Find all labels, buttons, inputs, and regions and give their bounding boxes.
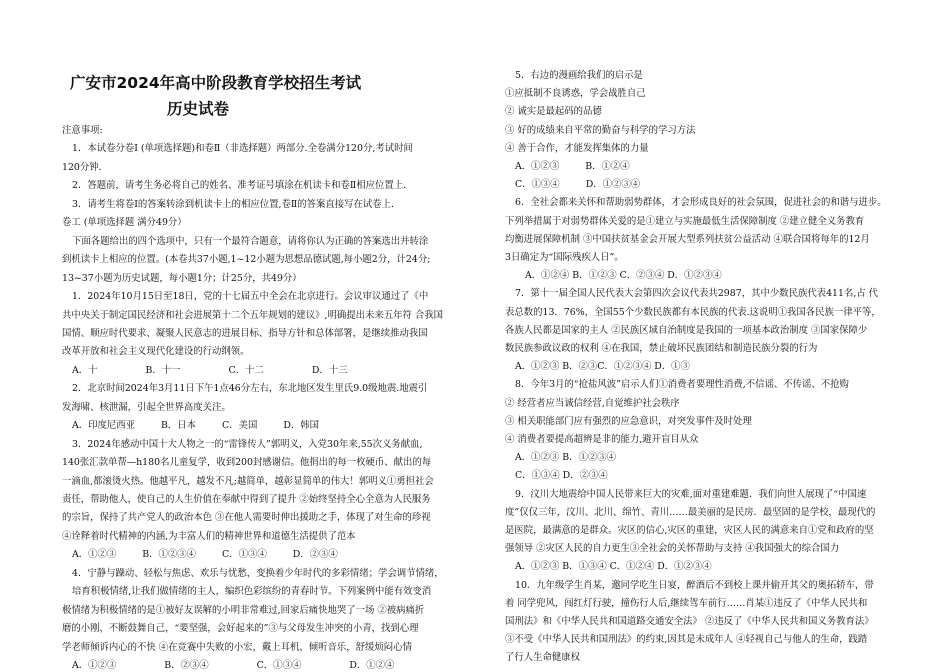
text-line: 培育积极情绪,让我们做情绪的主人，编织色彩缤纷的青春时节。下列案例中能有效变消	[72, 586, 432, 598]
answer-option: D．②③④	[292, 549, 338, 561]
answer-option: B．①②③④	[142, 549, 197, 561]
text-line: 的宗旨，保持了共产党人的政治本色 ③在他人需要时伸出援助之手，体现了对生命的珍视	[62, 512, 431, 524]
text-line: A．①②④ B．①②③ C．②③④ D．①②③④	[525, 270, 722, 282]
text-line: 了行人生命健康权	[505, 652, 581, 664]
text-line: 表总数的13．76%，全国55个少数民族都有本民族的代表.这说明①我国各民族一律平等，	[505, 306, 881, 318]
text-line: 到机读卡上相应的位置。(本卷共37小题,1~12小题为思想品德试题,每小题2分，计24分;	[62, 254, 431, 266]
answer-option: C．美国	[222, 420, 258, 432]
text-line: 6．全社会都来关怀和帮助弱势群体，才会形成良好的社会氛围，促进社会的和谐与进步。	[515, 197, 887, 209]
text-line: 1．本试卷分卷Ⅰ (单项选择题)和卷Ⅱ（非选择题）两部分.全卷满分120分,考试时间	[72, 143, 413, 155]
answer-option: C．①③④	[222, 549, 267, 561]
answer-options-line	[62, 548, 364, 561]
text-line: 8．今年3月的“抢盐风波”启示人们①消费者要理性消费,不信谣、不传谣、不抢购	[515, 379, 849, 391]
text-line: ④ 消费者要提高超辨是非的能力,避开盲目从众	[505, 434, 699, 445]
text-line: 2．北京时间2024年3月11日下午1点46分左右，东北地区发生里氏9.0级地震.地震引	[72, 383, 428, 395]
answer-option: C．①③④	[256, 660, 302, 672]
text-line: ③不受《中华人民共和国刑法》的约束,因其是未成年人 ④轻视自己与他人的生命，践踏	[505, 634, 868, 646]
text-line: 7．第十一届全国人民代表大会第四次会议代表共2987，其中少数民族代表411名,占 代	[515, 288, 879, 300]
text-line: 发海啸、核泄漏，引起全世界高度关注。	[62, 401, 231, 413]
text-line: 13~37小题为历史试题，每小题1分；计25分，共49分）	[62, 272, 302, 284]
text-line: 共中央关于制定国民经济和社会进展第十二个五年规划的建议》,明确提出未来五年符 合我国	[62, 309, 443, 321]
text-line: A．①②③ B．①③④ C．①②④ D．①②③④	[515, 561, 712, 573]
answer-option: B．②③④	[164, 660, 209, 672]
answer-option: B．①②④	[585, 161, 630, 172]
answer-option: C．十二	[228, 364, 264, 376]
text-line: 着 同学兜风，闯红灯行驶，撞伤行人后,继续驾车前行……肖某①违反了《中华人民共和	[505, 597, 868, 609]
text-line: 度”仅仅三年，汶川、北川、绵竹、青川……最美丽的是民房．最坚固的是学校，最现代的	[505, 506, 876, 518]
text-line: 3．2024年感动中国十大人物之一的“雷锋传人”郭明义，入党30年来,55次义务献血,	[72, 438, 423, 450]
answer-option: A．①②③	[72, 549, 117, 561]
text-line: 9．汶川大地震给中国人民带来巨大的灾难,面对重建难题．我们向世人展现了“中国速	[515, 488, 867, 500]
text-line: 120分钟．	[62, 161, 109, 173]
text-line: ② 经营者应当诚信经营,自觉维护社会秩序	[505, 397, 680, 409]
text-line: 2．答题前，请考生务必将自己的姓名、准考证号填涂在机读卡和卷Ⅱ相应位置上．	[72, 180, 413, 192]
answer-option: D．韩国	[283, 420, 320, 432]
answer-option: A．十	[72, 364, 98, 376]
text-line: 责任，帮助他人，使自己的人生价值在奉献中得到了提升 ②始终坚持全心全意为人民服务	[62, 494, 431, 505]
answer-options-line	[62, 364, 396, 377]
text-line: 极情绪为积极情绪的是①被好友误解的小明非常难过,回家后痛快地哭了一场 ②被病痛折	[62, 604, 425, 616]
text-line: A．①②③ B．②③C．①②③④ D．①③	[515, 361, 690, 373]
answer-option: D．①②④	[349, 660, 395, 672]
text-line: ④诠释着时代精神的内涵,为丰富人们的精神世界和道德生活提供了范本	[62, 530, 356, 542]
answer-option: C．①③④	[515, 179, 560, 191]
text-line: 下面各题给出的四个选项中，只有一个最符合题意，请将你认为正确的答案选出并转涂	[72, 235, 429, 247]
answer-options-line	[505, 178, 666, 191]
answer-option: B．日本	[161, 420, 197, 432]
text-line: ③ 好的成绩来自平常的勤奋与科学的学习方法	[505, 124, 696, 136]
text-line: 3．请考生将卷Ⅰ的答案转涂到机读卡上的相应位置,卷Ⅱ的答案直接写在试卷上．	[72, 198, 401, 210]
text-line: 下列举措属于对弱势群体关爱的是①建立与实施最低生活保障制度 ②建立健全义务教育	[505, 215, 865, 227]
text-line: 140张汇款单帮—h180名儿童复学，收到200封感谢信。他捐出的每一枚硬币、献出的每	[62, 457, 432, 469]
text-line: 学老师倾诉内心的不快 ④在竞赛中失败的小宏，戴上耳机，倾听音乐，舒缓烦闷心情	[62, 641, 412, 653]
text-line: 卷工 (单项选择题 满分49分）	[62, 217, 187, 229]
text-line: 3日确定为“国际残疾人日”。	[505, 252, 624, 263]
answer-option: A．印度尼西亚	[72, 420, 136, 432]
answer-option: D．①②③④	[585, 179, 641, 191]
text-line: 均衡进展保障机制 ③中国扶贫基金会开展大型系列扶贫公益活动 ④联合国将每年的12月	[505, 233, 870, 245]
text-line: 数民族参政议政的权利 ④在我国，禁止破坏民族团结和制造民族分裂的行为	[505, 343, 818, 354]
text-line: ①应抵制不良诱惑，学会战胜自己	[505, 88, 646, 100]
answer-options-line	[62, 419, 345, 432]
exam-subtitle: 历史试卷	[167, 100, 230, 118]
text-line: ④ 善于合作，才能发挥集体的力量	[505, 142, 649, 154]
text-line: C．①③④ D．②③④	[515, 470, 608, 482]
text-line: 1．2024年10月15日至18日，党的十七届五中全会在北京进行。会议审议通过了《中	[72, 291, 429, 303]
text-line: 各族人民都是国家的主人 ②民族区域自治制度是我国的一项基本政治制度 ③国家保障少	[505, 324, 868, 336]
answer-options-line	[505, 160, 656, 173]
answer-options-line	[62, 659, 442, 672]
text-line: 改革开放和社会主义现代化建设的行动纲领。	[62, 346, 250, 358]
text-line: 强领导 ②灾区人民的自力更生③全社会的关怀帮助与支持 ④我国强大的综合国力	[505, 543, 840, 555]
text-line: 国情、顺应时代要求、凝聚人民意志的进展目标、指导方针和总体部署，是继续推动我国	[62, 327, 428, 339]
answer-option: B．十一	[145, 364, 181, 376]
answer-option: A．①②③	[515, 161, 560, 172]
text-line: 磨的小刚，不断鼓舞自己，“要坚强，会好起来的”③与父母发生冲突的小青，找到心理	[62, 623, 419, 635]
text-line: ② 诚实是最起码的品德	[505, 106, 602, 118]
text-line: 一滴血,都滚烫火热。他越平凡，越发不凡;越简单，越彰显简单的伟大！郭明义①勇担社会	[62, 475, 434, 487]
answer-option: A．①②③	[72, 660, 117, 672]
exam-title: 广安市2024年高中阶段教育学校招生考试	[70, 74, 362, 92]
text-line: 4．宁静与躁动、轻松与焦虑、欢乐与忧愁，变换着少年时代的多彩情绪；学会调节情绪，	[72, 567, 444, 579]
text-line: 10．九年级学生肖某，邀同学吃生日宴，醉酒后不到校上课并偷开其父的奥拓轿车，带	[515, 579, 874, 591]
text-line: 注意事项:	[62, 125, 103, 136]
text-line: 是医院，最满意的是群众。灾区的信心,灾区的重建，灾区人民的满意来自①党和政府的坚	[505, 525, 874, 536]
text-line: ③ 相关职能部门应有强烈的应急意识，对突发事件及时处理	[505, 415, 752, 427]
answer-option: D．十三	[311, 364, 348, 376]
text-line: 国刑法》和《中华人民共和国道路交通安全法》 ②违反了《中华人民共和国义务教育法》	[505, 616, 874, 627]
text-line: A．①②③ B．①②③④	[515, 452, 617, 464]
text-line: 5．右边的漫画给我们的启示是	[515, 70, 643, 81]
